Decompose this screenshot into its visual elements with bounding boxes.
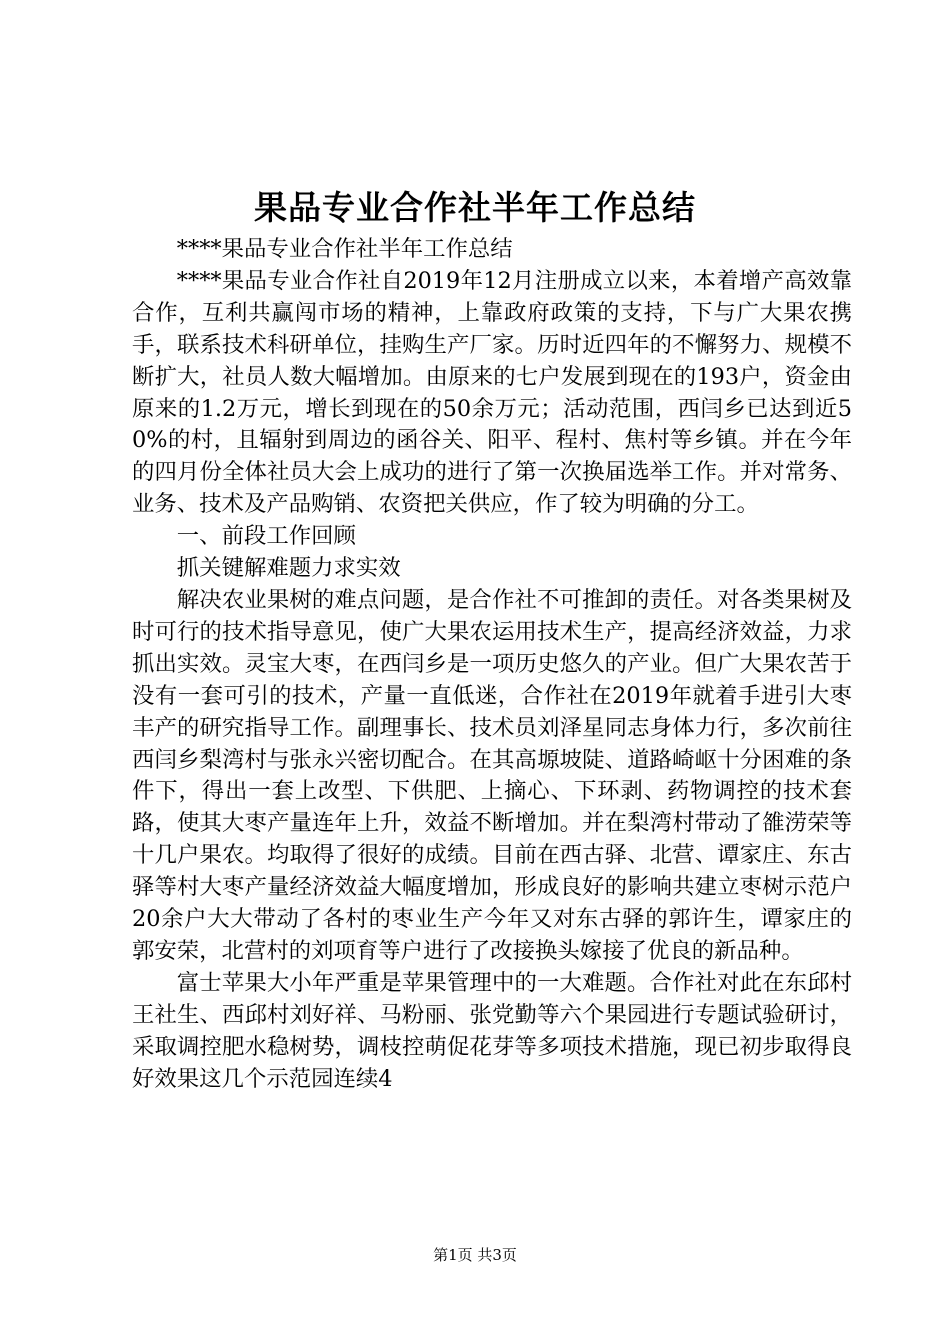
paragraph-jujube: 解决农业果树的难点问题，是合作社不可推卸的责任。对各类果树及时可行的技术指导意见，使广大果农运用技术生产，提高经济效益，力求抓出实效。灵宝大枣，在西闫乡是一项历史悠久的产业。但广大果农苦于没有一套可引的技术，产量一直低迷，合作社在2019年就着手进引大枣丰产的研究指导工作。副理事长、技术员刘泽星同志身体力行，多次前往西闫乡梨湾村与张永兴密切配合。在其高塬坡陡、道路崎岖十分困难的条件下，得出一套上改型、下供肥、上摘心、下环剥、药物调控的技术套路，使其大枣产量连年上升，效益不断增加。并在梨湾村带动了雒涝荣等十几户果农。均取得了很好的成绩。目前在西古驿、北营、谭家庄、东古驿等村大枣产量经济效益大幅度增加，形成良好的影响共建立枣树示范户20余户大大带动了各村的枣业生产今年又对东古驿的郭许生，谭家庄的郭安荣，北营村的刘项育等户进行了改接换头嫁接了优良的新品种。 xyxy=(132,586,852,964)
section-heading: 一、前段工作回顾 xyxy=(176,523,356,550)
paragraph-apple: 富士苹果大小年严重是苹果管理中的一大难题。合作社对此在东邱村王社生、西邱村刘好祥、马粉丽、张党勤等六个果园进行专题试验研讨，采取调控肥水稳树势，调枝控萌促花芽等多项技术措施，现已初步取得良好效果这几个示范园连续4 xyxy=(132,969,852,1092)
document-body xyxy=(132,234,852,1095)
paragraph-subtitle: ****果品专业合作社半年工作总结 xyxy=(176,236,513,262)
page-number: 第1页 共3页 xyxy=(433,1246,517,1264)
paragraph-introduction: ****果品专业合作社自2019年12月注册成立以来，本着增产高效靠合作，互利共赢闯市场的精神，上靠政府政策的支持，下与广大果农携手，联系技术科研单位，挂购生产厂家。历时近四年的不懈努力、规模不断扩大，社员人数大幅增加。由原来的七户发展到现在的193户，资金由原来的1.2万元，增长到现在的50余万元；活动范围，西闫乡已达到近50%的村，且辐射到周边的函谷关、阳平、程村、焦村等乡镇。并在今年的四月份全体社员大会上成功的进行了第一次换届选举工作。并对常务、业务、技术及产品购销、农资把关供应，作了较为明确的分工。 xyxy=(132,267,852,518)
subsection-heading: 抓关键解难题力求实效 xyxy=(176,555,401,582)
document-title: 果品专业合作社半年工作总结 xyxy=(254,188,696,227)
